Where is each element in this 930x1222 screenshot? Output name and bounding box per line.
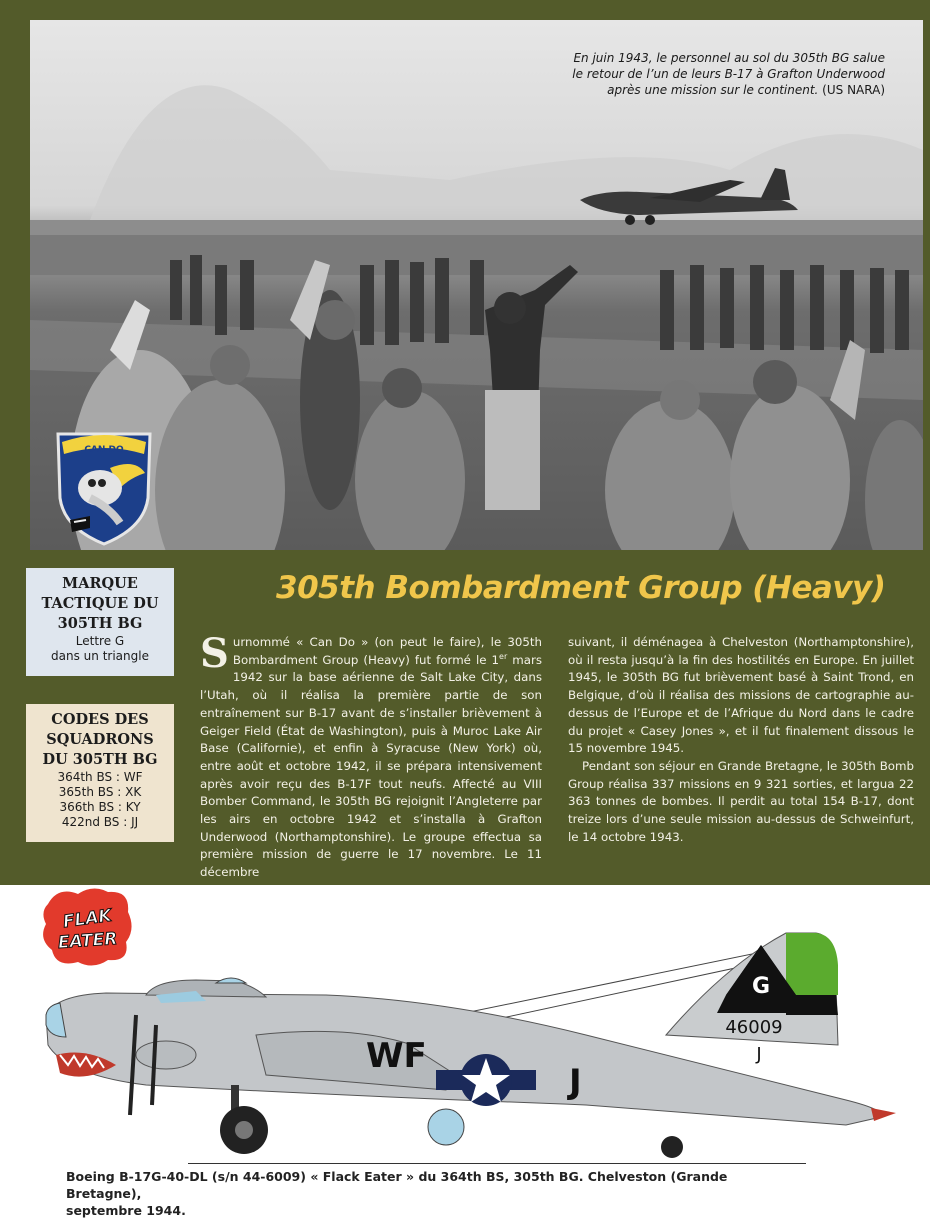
photo-caption: En juin 1943, le personnel au sol du 305th BG salue le retour de l’un de leurs B-17 à Grafton Underwood après une mission sur le continent. (US NARA) — [572, 51, 885, 97]
article-column-2: suivant, il déménagea à Chelveston (Northamptonshire), où il resta jusqu’à la fin des hostilités en Europe. En juillet 1945, le 305th BG fut brièvement basé à Saint Trond, en Belgique, d’où il réalisa des missions de cartographie au-dessus de l’Europe et de l’Afrique du Nord dans le cadre du projet « Casey Jones », et il fut finalement dissous le 15 novembre 1945. Pendant son séjour en Grande Bretagne, le 305th Bomb Group réalisa 337 missions en 9 321 sorties, et largua 22 363 tonnes de bombes. Il perdit au total 154 B-17, dont treize lors d’une seule mission au-dessus de Schweinfurt, le 14 octobre 1943. — [568, 635, 914, 844]
code-item: 422nd BS : JJ — [61, 815, 139, 829]
section-title: 305th Bombardment Group (Heavy) — [276, 570, 886, 606]
historical-photo — [30, 20, 923, 550]
tail-code: J — [756, 1044, 762, 1065]
eater-text: EATER — [57, 928, 119, 954]
tail-serial: 46009 — [725, 1017, 783, 1038]
code-item: 365th BS : XK — [58, 785, 142, 799]
codes-list — [26, 770, 174, 830]
fuselage-code-right: J — [569, 1062, 582, 1102]
photo-source: (US NARA) — [822, 83, 885, 97]
drop-cap: S — [200, 630, 229, 677]
squadron-codes-box — [26, 704, 174, 842]
marque-heading: MARQUE TACTIQUE DU 305TH BG — [41, 575, 159, 632]
codes-heading: CODES DES SQUADRONS DU 305TH BG — [42, 711, 158, 768]
marque-tactique-box — [26, 568, 174, 676]
fuselage-code-left: WF — [366, 1036, 427, 1076]
flak-text: FLAK — [61, 905, 113, 933]
b17-profile-illustration — [26, 925, 911, 1160]
profile-baseline — [188, 1163, 806, 1164]
code-item: 364th BS : WF — [57, 770, 143, 784]
can-do-badge — [50, 428, 158, 546]
marque-body: Lettre G dans un triangle — [51, 634, 149, 663]
tail-letter: G — [751, 974, 771, 999]
badge-label: CAN DO — [84, 445, 124, 455]
profile-caption: Boeing B-17G-40-DL (s/n 44-6009) « Flack Eater » du 364th BS, 305th BG. Chelveston (Grande Bretagne), septembre 1944. — [66, 1169, 728, 1218]
article-column-1: Surnommé « Can Do » (on peut le faire), le 305th Bombardment Group (Heavy) fut formé le 1er mars 1942 sur la base aérienne de Salt Lake City, dans l’Utah, où il réalisa la première partie de son entraînement sur B-17 avant de s’installer brièvement à Geiger Field (État de Washington), puis à Muroc Lake Air Base (Californie), et enfin à Syracuse (New York) où, entre août et octobre 1942, il se prépara intensivement après avoir reçu des B-17F tout neufs. Affecté au VIII Bomber Command, le 305th BG rejoignit l’Angleterre par les airs en octobre 1942 et s’installa à Grafton Underwood (Northamptonshire). Le groupe effectua sa première mission de guerre le 17 novembre. Le 11 décembre — [200, 630, 542, 880]
code-item: 366th BS : KY — [59, 800, 141, 814]
